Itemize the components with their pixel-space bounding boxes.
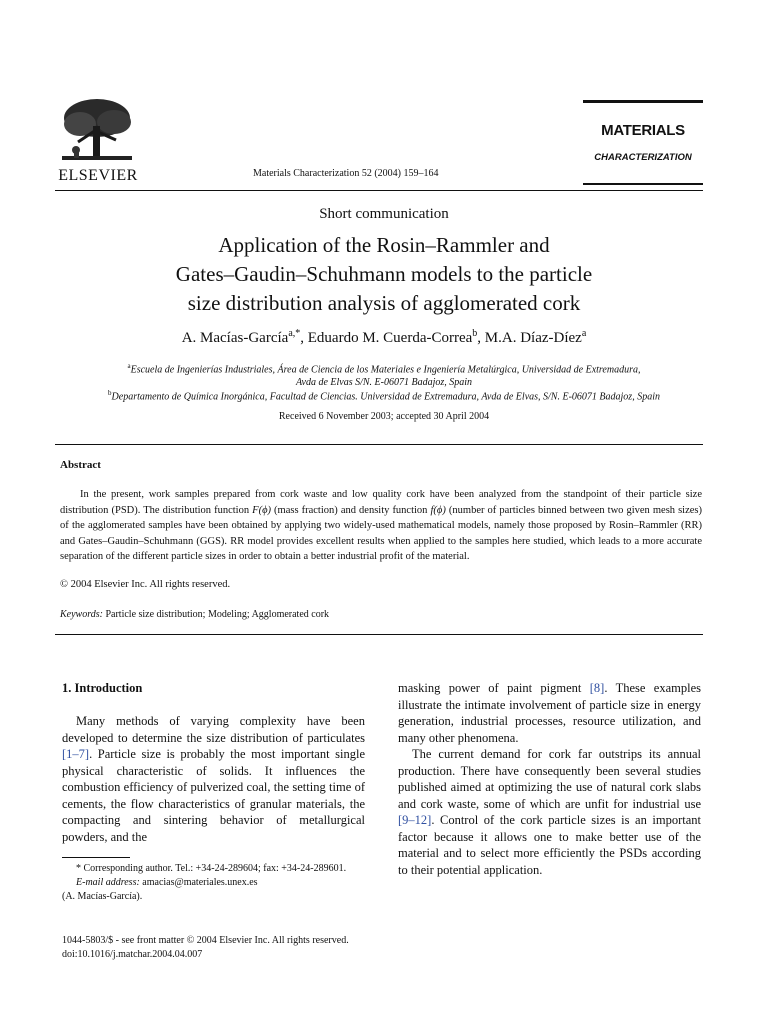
journal-logo-bottom-rule	[583, 183, 703, 185]
body-text: . Particle size is probably the most important single physical characteristic of solids. It influences the combustion efficiency of pulverized coal, the setting time of cements, the flow characteristics of granular materials, the compacting and sintering behavior of metallurgical powders, and the	[62, 747, 365, 844]
article-type: Short communication	[319, 206, 449, 222]
author-affiliation-mark: b	[472, 328, 478, 339]
affiliation-mark: a	[127, 362, 131, 370]
footnote-divider	[62, 857, 130, 858]
keywords-label: Keywords:	[60, 609, 103, 620]
author-name: Eduardo M. Cuerda-Correa	[307, 330, 473, 346]
journal-logo-title: MATERIALS	[601, 122, 685, 139]
author-list	[0, 328, 768, 347]
abstract-top-divider	[55, 444, 703, 445]
email-label: E-mail address:	[76, 877, 140, 888]
front-matter	[62, 934, 349, 962]
publisher-name: ELSEVIER	[58, 167, 138, 184]
affiliation-b	[0, 387, 768, 403]
abstract-fragment: (mass fraction) and density function	[271, 504, 431, 516]
author-separator: ,	[477, 330, 485, 346]
author-affiliation-mark: a,*	[288, 328, 301, 339]
density-function-symbol: f(ϕ)	[430, 504, 446, 516]
body-text: The current demand for cork far outstrips its annual production. There have consequently been several studies published aimed at optimizing the use of natural cork slabs and cork waste, some of which are unfit for industrial use	[398, 747, 701, 811]
issn-line: 1044-5803/$ - see front matter © 2004 Elsevier Inc. All rights reserved.	[62, 935, 349, 946]
abstract-heading: Abstract	[60, 459, 101, 471]
abstract-fragment: (number of particles binned between two given mesh sizes) of the agglomerated samples have been obtained by applying two widely-used mathematical models, namely those proposed by Rosin–Rammler (RR) and Gates–Gaudin–Schuhmann (GGS). RR model provides excellent results when applied to the samples here studied, which leads to a more accurate separation of the different particle sizes in order to obtain a better industrial profit of the material.	[60, 504, 702, 562]
body-text: Many methods of varying complexity have been developed to determine the size distribution of particulates	[62, 714, 365, 745]
affiliation-line: Escuela de Ingenierías Industriales, Área de Ciencia de los Materiales e Ingeniería Metalúrgica, Universidad de Extremadura,	[130, 364, 641, 376]
keywords	[60, 609, 329, 620]
author-name: M.A. Díaz-Díez	[484, 330, 582, 346]
author-affiliation-mark: a	[581, 328, 587, 339]
journal-logo-top-rule	[583, 100, 703, 103]
abstract-bottom-divider	[55, 634, 703, 635]
corresponding-author-note: * Corresponding author. Tel.: +34-24-289604; fax: +34-24-289601.	[76, 863, 347, 874]
citation-link[interactable]: [1–7]	[62, 747, 90, 761]
abstract-text	[60, 487, 702, 565]
doi-line[interactable]: doi:10.1016/j.matchar.2004.04.007	[62, 949, 203, 960]
body-column-right	[398, 680, 701, 878]
affiliation-mark: b	[108, 389, 112, 397]
citation-link[interactable]: [8]	[589, 681, 605, 695]
abstract-fragment: In the present, work samples prepared from cork waste and low quality cork have been analyzed from the standpoint of their particle size distribution (PSD). The distribution function	[60, 489, 702, 516]
body-text: . Control of the cork particle sizes is an important factor because it allows one to make better use of the material and to select more efficiently the PSDs according to their potential application.	[398, 813, 701, 877]
author-name: A. Macías-García	[181, 330, 289, 346]
journal-citation: Materials Characterization 52 (2004) 159–164	[253, 168, 439, 179]
keywords-list: Particle size distribution; Modeling; Agglomerated cork	[105, 609, 330, 620]
article-title-line-3: size distribution analysis of agglomerated cork	[187, 291, 581, 315]
section-heading: 1. Introduction	[62, 681, 143, 695]
article-title-line-2: Gates–Gaudin–Schuhmann models to the particle	[175, 262, 593, 286]
journal-logo-subtitle: CHARACTERIZATION	[594, 152, 692, 163]
email-line	[62, 876, 365, 890]
affiliation-a	[0, 360, 768, 389]
footnote-author-name: (A. Macías-García).	[62, 891, 143, 902]
citation-link[interactable]: [9–12]	[398, 813, 432, 827]
footnote	[62, 862, 365, 904]
distribution-function-symbol: F(ϕ)	[252, 504, 271, 516]
received-dates: Received 6 November 2003; accepted 30 April 2004	[278, 411, 490, 422]
copyright-notice: © 2004 Elsevier Inc. All rights reserved.	[60, 579, 231, 590]
affiliation-line: Departamento de Química Inorgánica, Facultad de Ciencias. Universidad de Extremadura, Avda de Elvas, S/N. E-06071 Badajoz, Spain	[111, 391, 660, 403]
body-text: masking power of paint pigment	[398, 681, 590, 695]
header-divider	[55, 190, 703, 191]
body-text: . These examples illustrate the intimate involvement of particle size in energy generation, industrial processes, resource utilization, and many other phenomena.	[398, 681, 701, 745]
author-separator: ,	[300, 330, 308, 346]
article-title-line-1: Application of the Rosin–Rammler and	[218, 233, 550, 257]
body-column-left	[62, 713, 365, 845]
affiliation-line: Avda de Elvas S/N. E-06071 Badajoz, Spain	[295, 377, 473, 389]
email-address[interactable]: amacias@materiales.unex.es	[139, 877, 258, 888]
